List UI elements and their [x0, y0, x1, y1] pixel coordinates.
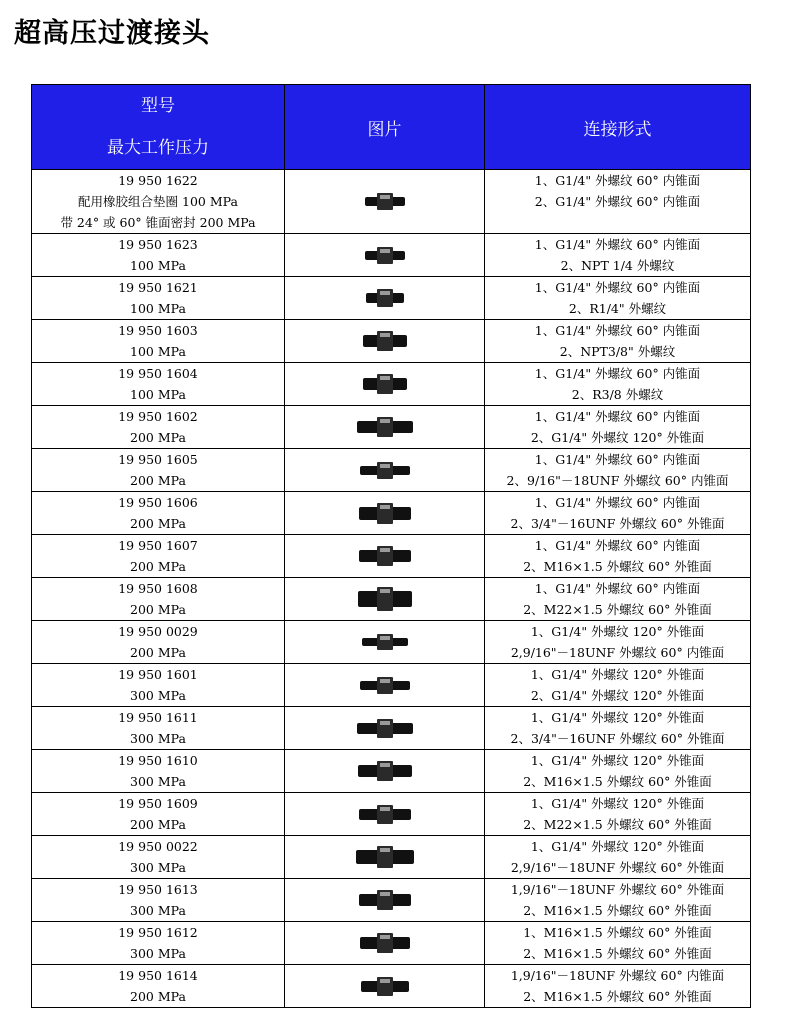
table-row: [32, 750, 751, 793]
table-row: [32, 363, 751, 406]
model-pressure-cell: [32, 406, 285, 449]
model-number: 19 950 1613: [118, 882, 198, 897]
model-pressure-cell: [32, 234, 285, 277]
picture-cell: [285, 492, 485, 535]
connection-type: 1、G1/4" 外螺纹 60° 内锥面: [534, 581, 701, 596]
straight-adapter-fitting-icon: [361, 328, 409, 354]
connection-type: 1、G1/4" 外螺纹 60° 内锥面: [534, 237, 701, 252]
connection-cell: [485, 492, 751, 535]
model-pressure-cell: [32, 879, 285, 922]
connection-type: 1、G1/4" 外螺纹 60° 内锥面: [534, 495, 701, 510]
straight-adapter-fitting-icon: [357, 543, 413, 569]
connection-type: 1、G1/4" 外螺纹 60° 内锥面: [534, 452, 701, 467]
table-row: [32, 707, 751, 750]
connection-cell: [485, 707, 751, 750]
straight-adapter-fitting-icon: [363, 190, 407, 213]
model-number: 19 950 1608: [118, 581, 198, 596]
connection-type: 2、M22×1.5 外螺纹 60° 外锥面: [523, 817, 712, 832]
model-number: 19 950 1603: [118, 323, 198, 338]
max-pressure: 200 MPa: [130, 516, 186, 531]
max-pressure: 100 MPa: [130, 344, 186, 359]
connection-type: 2、R3/8 外螺纹: [571, 387, 664, 402]
connection-type: 2、G1/4" 外螺纹 120° 外锥面: [530, 688, 705, 703]
connection-cell: [485, 965, 751, 1008]
connection-cell: [485, 535, 751, 578]
connection-type: 1、G1/4" 外螺纹 120° 外锥面: [530, 839, 705, 854]
picture-cell: [285, 836, 485, 879]
picture-cell: [285, 170, 485, 234]
connection-cell: [485, 363, 751, 406]
connection-cell: [485, 793, 751, 836]
model-number: 19 950 1614: [118, 968, 198, 983]
model-number: 19 950 1605: [118, 452, 198, 467]
connection-cell: [485, 449, 751, 492]
picture-cell: [285, 664, 485, 707]
picture-cell: [285, 449, 485, 492]
connection-type: 2、M16×1.5 外螺纹 60° 外锥面: [523, 946, 712, 961]
picture-cell: [285, 922, 485, 965]
connection-type: 1、G1/4" 外螺纹 120° 外锥面: [530, 667, 705, 682]
max-pressure: 200 MPa: [130, 645, 186, 660]
connection-cell: [485, 621, 751, 664]
max-pressure: 300 MPa: [130, 946, 186, 961]
max-pressure: 200 MPa: [130, 473, 186, 488]
connection-type: 1、G1/4" 外螺纹 60° 内锥面: [534, 173, 701, 188]
model-pressure-cell: [32, 664, 285, 707]
straight-adapter-fitting-icon: [358, 674, 412, 697]
straight-adapter-fitting-icon: [358, 930, 412, 956]
picture-cell: [285, 234, 485, 277]
connection-type: 1、M16×1.5 外螺纹 60° 外锥面: [523, 925, 712, 940]
picture-cell: [285, 750, 485, 793]
model-pressure-cell: [32, 277, 285, 320]
connection-type: 1、G1/4" 外螺纹 60° 内锥面: [534, 280, 701, 295]
model-number: 19 950 1622: [118, 173, 198, 188]
connection-type: 2、M16×1.5 外螺纹 60° 外锥面: [523, 559, 712, 574]
model-number: 19 950 1612: [118, 925, 198, 940]
table-row: [32, 664, 751, 707]
model-pressure-cell: [32, 836, 285, 879]
model-pressure-cell: [32, 621, 285, 664]
max-pressure: 300 MPa: [130, 688, 186, 703]
table-row: [32, 535, 751, 578]
straight-adapter-fitting-icon: [357, 802, 413, 827]
header-pressure-label: 最大工作压力: [107, 138, 209, 158]
table-row: [32, 234, 751, 277]
header-model-label: 型号: [141, 96, 175, 116]
table-row: [32, 922, 751, 965]
connection-type: 2,9/16"－18UNF 外螺纹 60° 内锥面: [510, 645, 725, 660]
picture-cell: [285, 406, 485, 449]
straight-adapter-fitting-icon: [364, 286, 406, 310]
straight-adapter-fitting-icon: [361, 371, 409, 397]
connection-type: 2、M22×1.5 外螺纹 60° 外锥面: [523, 602, 712, 617]
connection-type: 1、G1/4" 外螺纹 60° 内锥面: [534, 323, 701, 338]
model-number: 19 950 1607: [118, 538, 198, 553]
table-row: [32, 492, 751, 535]
model-number: 19 950 1609: [118, 796, 198, 811]
connection-type: 1、G1/4" 外螺纹 120° 外锥面: [530, 753, 705, 768]
straight-adapter-fitting-icon: [356, 758, 414, 784]
model-pressure-cell: [32, 793, 285, 836]
max-pressure: 配用橡胶组合垫圈 100 MPa: [78, 194, 238, 209]
table-row: [32, 793, 751, 836]
page-title: 超高压过渡接头: [14, 18, 210, 49]
max-pressure: 100 MPa: [130, 258, 186, 273]
straight-adapter-fitting-icon: [357, 887, 413, 913]
header-connection: 连接形式: [485, 85, 751, 170]
model-pressure-cell: [32, 750, 285, 793]
model-pressure-cell: [32, 170, 285, 234]
table-row: [32, 449, 751, 492]
connection-type: 2、M16×1.5 外螺纹 60° 外锥面: [523, 989, 712, 1004]
model-pressure-cell: [32, 965, 285, 1008]
connection-type: 2、3/4"－16UNF 外螺纹 60° 外锥面: [510, 731, 725, 746]
model-number: 19 950 1623: [118, 237, 198, 252]
table-row: [32, 836, 751, 879]
model-number: 19 950 0029: [118, 624, 198, 639]
straight-adapter-fitting-icon: [363, 244, 407, 267]
straight-adapter-fitting-icon: [355, 716, 415, 741]
header-picture: 图片: [285, 85, 485, 170]
max-pressure: 200 MPa: [130, 602, 186, 617]
table-row: [32, 578, 751, 621]
model-pressure-cell: [32, 363, 285, 406]
connection-type: 1、G1/4" 外螺纹 60° 内锥面: [534, 409, 701, 424]
max-pressure: 100 MPa: [130, 301, 186, 316]
model-number: 19 950 1610: [118, 753, 198, 768]
connection-cell: [485, 922, 751, 965]
connection-type: 2、9/16"－18UNF 外螺纹 60° 内锥面: [506, 473, 729, 488]
connection-type: 2、NPT3/8" 外螺纹: [559, 344, 676, 359]
max-pressure: 200 MPa: [130, 817, 186, 832]
connection-type: 2、M16×1.5 外螺纹 60° 外锥面: [523, 903, 712, 918]
table-row: [32, 320, 751, 363]
picture-cell: [285, 965, 485, 1008]
model-number: 19 950 1601: [118, 667, 198, 682]
model-number: 19 950 1604: [118, 366, 198, 381]
straight-adapter-fitting-icon: [355, 414, 415, 440]
connection-cell: [485, 578, 751, 621]
connection-cell: [485, 879, 751, 922]
connection-type: 1、G1/4" 外螺纹 60° 内锥面: [534, 366, 701, 381]
connection-type: 1,9/16"－18UNF 外螺纹 60° 内锥面: [510, 968, 725, 983]
table-row: [32, 170, 751, 234]
max-pressure: 300 MPa: [130, 731, 186, 746]
model-pressure-cell: [32, 535, 285, 578]
picture-cell: [285, 363, 485, 406]
connection-type: 2、M16×1.5 外螺纹 60° 外锥面: [523, 774, 712, 789]
model-number: 19 950 1621: [118, 280, 198, 295]
model-pressure-cell: [32, 449, 285, 492]
connection-type: 2、NPT 1/4 外螺纹: [560, 258, 675, 273]
picture-cell: [285, 793, 485, 836]
table-row: [32, 879, 751, 922]
straight-adapter-fitting-icon: [359, 974, 411, 999]
picture-cell: [285, 578, 485, 621]
picture-cell: [285, 320, 485, 363]
max-pressure: 300 MPa: [130, 860, 186, 875]
picture-cell: [285, 879, 485, 922]
table-row: [32, 965, 751, 1008]
max-pressure: 300 MPa: [130, 774, 186, 789]
connection-type: 2、G1/4" 外螺纹 60° 内锥面: [534, 194, 701, 209]
header-model-pressure: [32, 85, 285, 170]
table-header-row: [32, 85, 751, 170]
straight-adapter-fitting-icon: [358, 459, 412, 482]
connection-type: 2,9/16"－18UNF 外螺纹 60° 外锥面: [510, 860, 725, 875]
max-pressure: 200 MPa: [130, 989, 186, 1004]
picture-cell: [285, 535, 485, 578]
model-pressure-cell: [32, 578, 285, 621]
connection-cell: [485, 836, 751, 879]
model-number: 19 950 1611: [118, 710, 198, 725]
max-pressure: 带 24° 或 60° 锥面密封 200 MPa: [60, 215, 256, 230]
connection-type: 1、G1/4" 外螺纹 60° 内锥面: [534, 538, 701, 553]
picture-cell: [285, 707, 485, 750]
max-pressure: 200 MPa: [130, 430, 186, 445]
picture-cell: [285, 621, 485, 664]
connection-cell: [485, 234, 751, 277]
connection-type: 1、G1/4" 外螺纹 120° 外锥面: [530, 796, 705, 811]
max-pressure: 100 MPa: [130, 387, 186, 402]
model-number: 19 950 1606: [118, 495, 198, 510]
straight-adapter-fitting-icon: [356, 584, 414, 614]
connection-cell: [485, 320, 751, 363]
connection-cell: [485, 406, 751, 449]
max-pressure: 200 MPa: [130, 559, 186, 574]
picture-cell: [285, 277, 485, 320]
model-number: 19 950 0022: [118, 839, 198, 854]
connection-type: 2、R1/4" 外螺纹: [568, 301, 667, 316]
connection-type: 1、G1/4" 外螺纹 120° 外锥面: [530, 624, 705, 639]
connection-cell: [485, 170, 751, 234]
model-pressure-cell: [32, 707, 285, 750]
connection-type: 2、3/4"－16UNF 外螺纹 60° 外锥面: [510, 516, 725, 531]
connection-type: 1、G1/4" 外螺纹 120° 外锥面: [530, 710, 705, 725]
table-row: [32, 621, 751, 664]
model-pressure-cell: [32, 320, 285, 363]
connection-cell: [485, 664, 751, 707]
table-row: [32, 406, 751, 449]
straight-adapter-fitting-icon: [357, 500, 413, 527]
model-pressure-cell: [32, 492, 285, 535]
straight-adapter-fitting-icon: [360, 631, 410, 653]
connection-cell: [485, 750, 751, 793]
fitting-spec-table: [31, 84, 751, 1008]
table-row: [32, 277, 751, 320]
max-pressure: 300 MPa: [130, 903, 186, 918]
model-number: 19 950 1602: [118, 409, 198, 424]
connection-cell: [485, 277, 751, 320]
connection-type: 1,9/16"－18UNF 外螺纹 60° 外锥面: [510, 882, 725, 897]
connection-type: 2、G1/4" 外螺纹 120° 外锥面: [530, 430, 705, 445]
model-pressure-cell: [32, 922, 285, 965]
straight-adapter-fitting-icon: [354, 843, 416, 871]
